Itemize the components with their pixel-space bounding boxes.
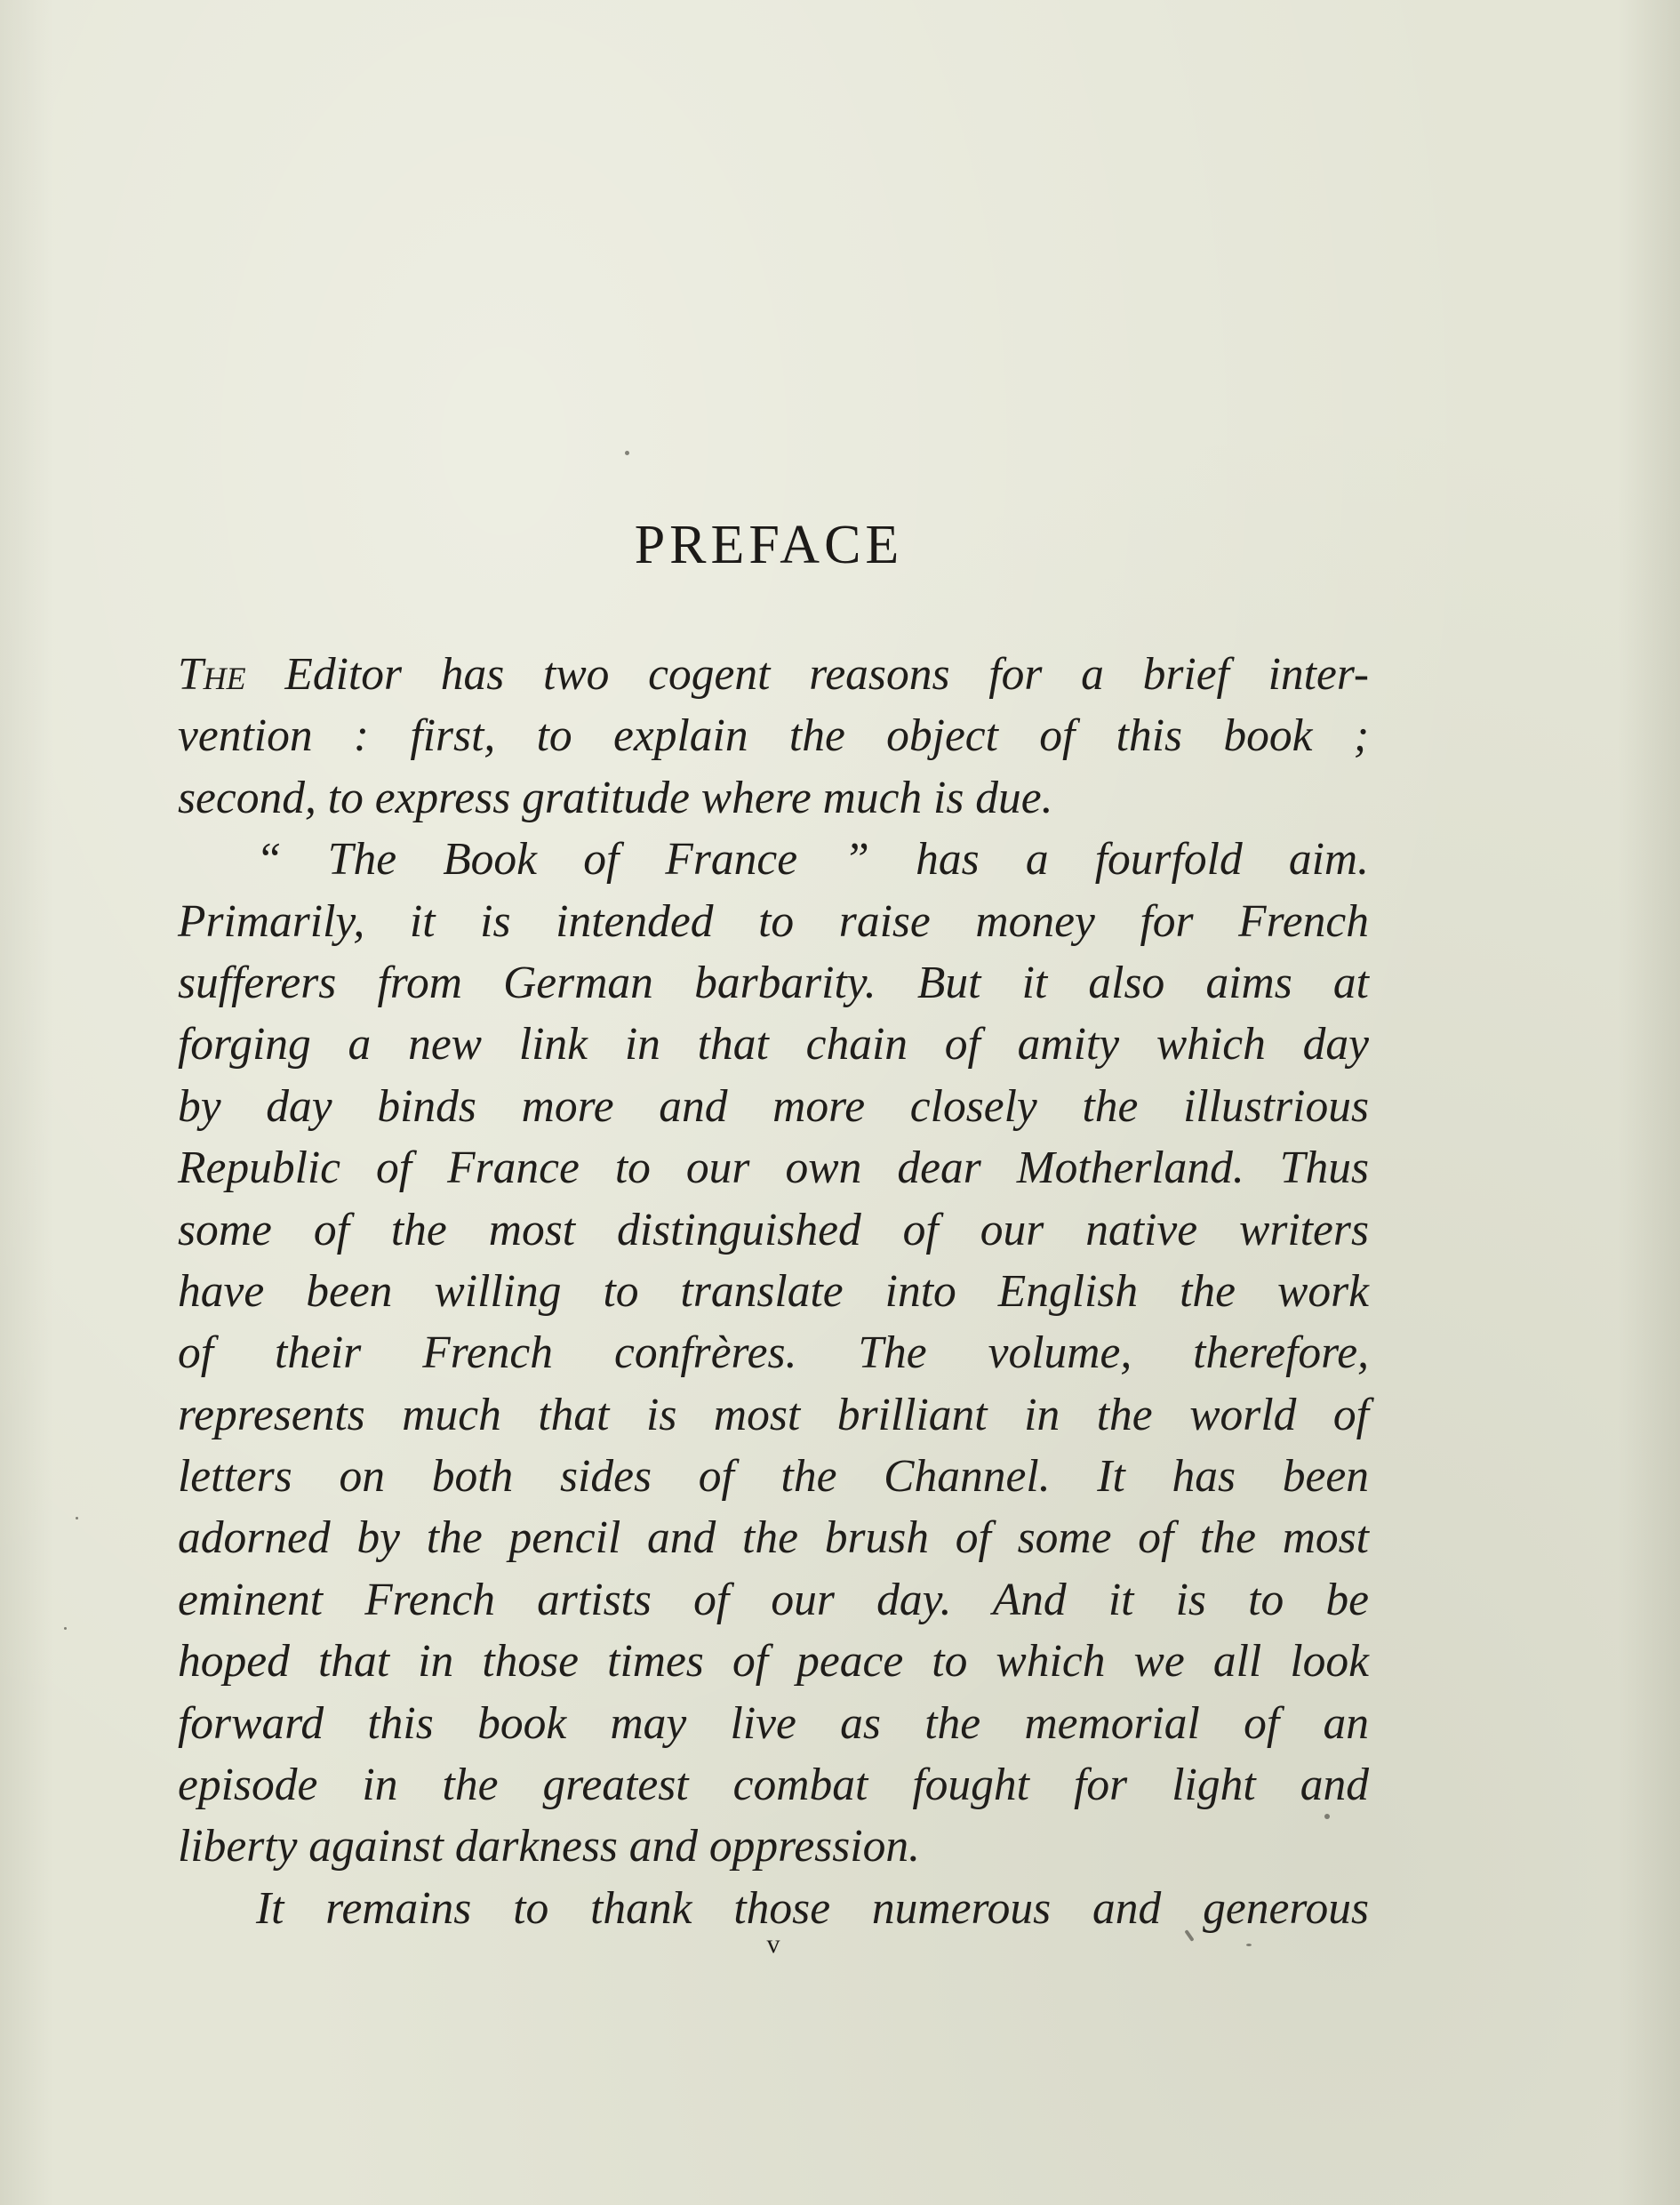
text-line-2: vention : first, to explain the object of this book ; (178, 710, 1369, 762)
page-title: PREFACE (634, 515, 904, 575)
paper-speck (1246, 1944, 1252, 1946)
text-line-4: “ The Book of France ” has a fourfold aim. (256, 834, 1369, 886)
first-word: The (178, 649, 246, 700)
paper-speck (64, 1627, 67, 1630)
paper-speck (76, 1517, 78, 1519)
text-line-3: second, to express gratitude where much is due. (178, 772, 1053, 823)
text-line-18: forward this book may live as the memorial of an (178, 1697, 1369, 1749)
text-line-1 (178, 644, 1369, 705)
text-line-16: eminent French artists of our day. And it is to be (178, 1574, 1369, 1625)
paper-speck (625, 451, 629, 455)
text-line-20: liberty against darkness and oppression. (178, 1821, 920, 1872)
text-line-21: It remains to thank those numerous and generous (256, 1882, 1369, 1934)
page-number: v (766, 1929, 780, 1959)
text-line-17: hoped that in those times of peace to which we all look (178, 1636, 1369, 1688)
text-line-19: episode in the greatest combat fought for light and (178, 1760, 1369, 1811)
text-line-9: Republic of France to our own dear Motherland. Thus (178, 1143, 1369, 1194)
text-line-13: represents much that is most brilliant in the world of (178, 1389, 1369, 1440)
text-line-5: Primarily, it is intended to raise money for French (178, 895, 1369, 947)
paper-speck (1324, 1814, 1330, 1819)
text-line-1-rest: Editor has two cogent reasons for a brief inter- (245, 649, 1369, 700)
text-line-12: of their French confrères. The volume, therefore, (178, 1327, 1369, 1379)
preface-text (178, 644, 1369, 1939)
text-line-15: adorned by the pencil and the brush of some of the most (178, 1512, 1369, 1564)
text-line-11: have been willing to translate into English the work (178, 1265, 1369, 1317)
text-line-6: sufferers from German barbarity. But it also aims at (178, 957, 1369, 1008)
text-line-7: forging a new link in that chain of amity which day (178, 1019, 1369, 1070)
text-line-14: letters on both sides of the Channel. It has been (178, 1451, 1369, 1503)
text-line-8: by day binds more and more closely the illustrious (178, 1080, 1369, 1132)
text-line-10: some of the most distinguished of our native writers (178, 1204, 1369, 1255)
